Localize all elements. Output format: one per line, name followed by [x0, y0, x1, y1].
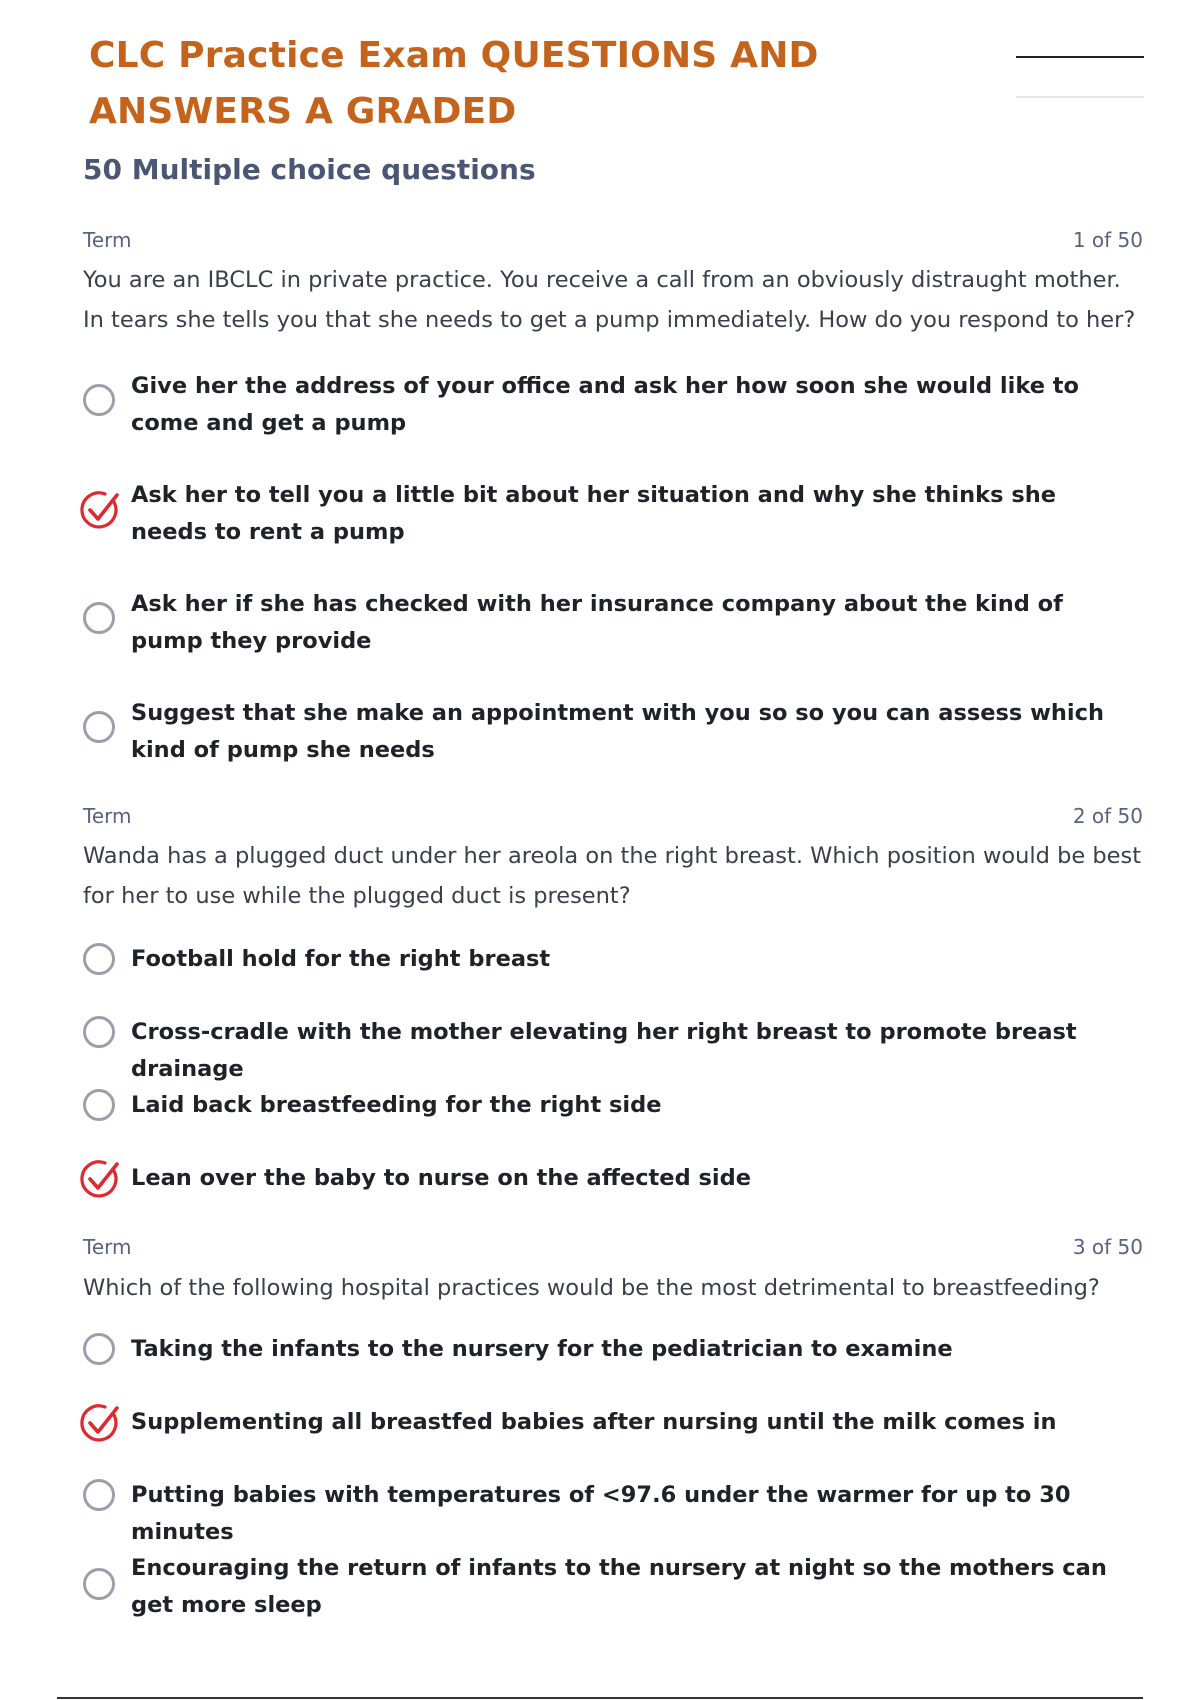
question-counter: 2 of 50 — [1072, 804, 1143, 828]
answer-option-text: Suggest that she make an appointment with you so so you can assess which kind of pump she needs — [131, 700, 1105, 763]
radio-button[interactable] — [83, 1089, 115, 1121]
question-text: Which of the following hospital practices would be the most detrimental to breastfeeding? — [83, 1275, 1100, 1301]
answer-option-text: Putting babies with temperatures of <97.6 under the warmer for up to 30 minutes — [131, 1482, 1071, 1545]
question-counter: 3 of 50 — [1072, 1235, 1143, 1259]
answer-option-text: Give her the address of your office and ask her how soon she would like to come and get a pump — [131, 373, 1079, 436]
answer-option-text: Encouraging the return of infants to the nursery at night so the mothers can get more sleep — [131, 1555, 1107, 1618]
term-label: Term — [83, 1235, 132, 1259]
document-subtitle: 50 Multiple choice questions — [83, 153, 536, 186]
term-label: Term — [83, 804, 132, 828]
radio-button[interactable] — [83, 1479, 115, 1511]
answer-option-text: Cross-cradle with the mother elevating her right breast to promote breast drainage — [131, 1019, 1077, 1082]
radio-button[interactable] — [83, 1568, 115, 1600]
answer-option-text: Supplementing all breastfed babies after nursing until the milk comes in — [131, 1409, 1057, 1435]
radio-button[interactable] — [83, 384, 115, 416]
question-text: Wanda has a plugged duct under her areola on the right breast. Which position would be best for her to use while the plugged duct is present? — [83, 843, 1142, 909]
radio-button[interactable] — [83, 943, 115, 975]
correct-check-icon — [79, 1158, 121, 1200]
header-rule — [1016, 56, 1144, 58]
correct-check-icon — [79, 1402, 121, 1444]
answer-option-text: Taking the infants to the nursery for the pediatrician to examine — [131, 1336, 953, 1362]
question-counter: 1 of 50 — [1072, 228, 1143, 252]
term-label: Term — [83, 228, 132, 252]
answer-option-text: Ask her to tell you a little bit about her situation and why she thinks she needs to rent a pump — [131, 482, 1056, 545]
question-header — [83, 225, 1143, 255]
question-header — [83, 801, 1143, 831]
radio-button[interactable] — [83, 711, 115, 743]
answer-option-text: Ask her if she has checked with her insurance company about the kind of pump they provide — [131, 591, 1063, 654]
question-text: You are an IBCLC in private practice. You receive a call from an obviously distraught mother. In tears she tells you that she needs to get a pump immediately. How do you respond to her? — [83, 267, 1136, 333]
radio-button[interactable] — [83, 1016, 115, 1048]
question-header — [83, 1232, 1143, 1262]
radio-button[interactable] — [83, 602, 115, 634]
document-title: CLC Practice Exam QUESTIONS AND ANSWERS A GRADED — [89, 35, 819, 132]
radio-button[interactable] — [83, 1333, 115, 1365]
footer-rule — [57, 1697, 1143, 1699]
header-rule-faint — [1016, 96, 1144, 98]
answer-option-text: Laid back breastfeeding for the right side — [131, 1092, 662, 1118]
answer-option-text: Football hold for the right breast — [131, 946, 551, 972]
answer-option-text: Lean over the baby to nurse on the affected side — [131, 1165, 751, 1191]
correct-check-icon — [79, 489, 121, 531]
